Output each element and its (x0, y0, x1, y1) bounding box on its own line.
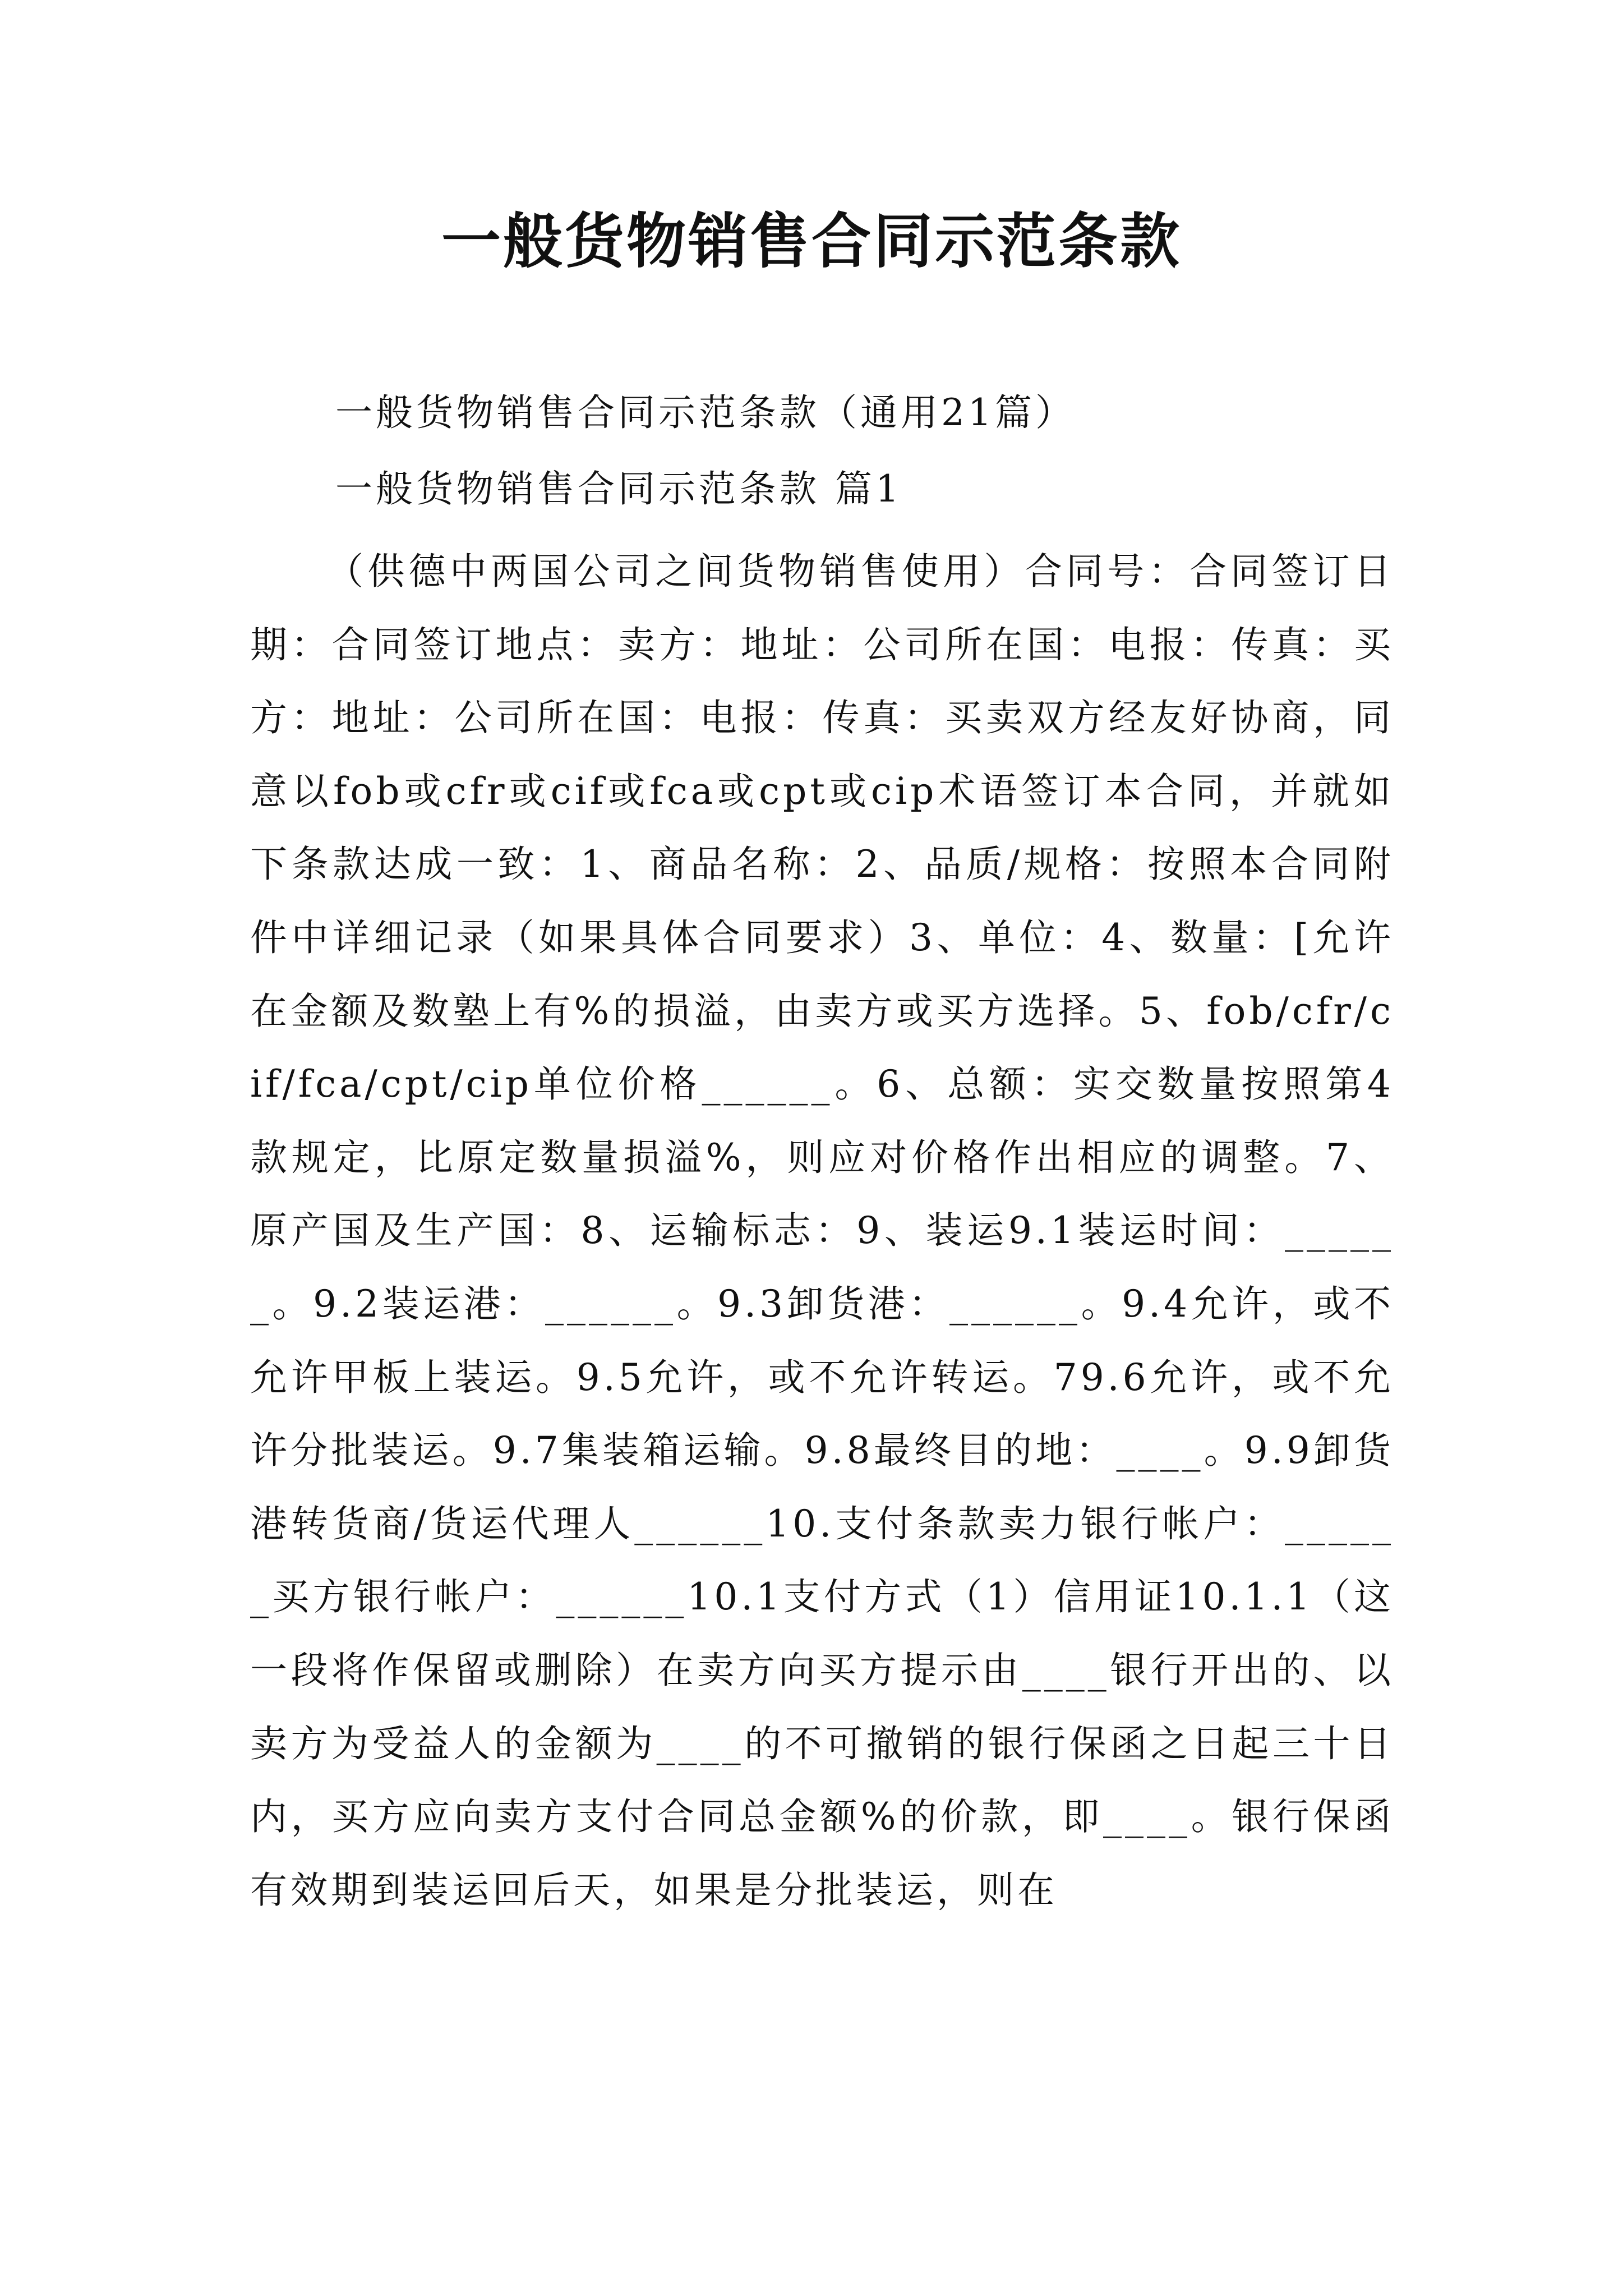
section-heading: 一般货物销售合同示范条款 篇1 (335, 467, 902, 510)
document-subtitle: 一般货物销售合同示范条款（通用21篇） (335, 391, 1076, 434)
body-paragraph: （供德中两国公司之间货物销售使用）合同号：合同签订日期：合同签订地点：卖方：地址：公司所在国：电报：传真：买方：地址：公司所在国：电报：传真：买卖双方经友好协商，同意以fob或cfr或cif或fca或cpt或cip术语签订本合同，并就如下条款达成一致：1、商品名称：2、品质/规格：按照本合同附件中详细记录（如果具体合同要求）3、单位：4、数量：[允许在金额及数塾上有%的损溢，由卖方或买方选择。5、fob/cfr/cif/fca/cpt/cip单位价格______。6、总额：实交数量按照第4款规定，比原定数量损溢%，则应对价格作出相应的调整。7、原产国及生产国：8、运输标志：9、装运9.1装运时间：______。9.2装运港：______。9.3卸货港：______。9.4允许，或不允许甲板上装运。9.5允许，或不允许转运。79.6允许，或不允许分批装运。9.7集装箱运输。9.8最终目的地：____。9.9卸货港转货商/货运代理人______10.支付条款卖力银行帐户：______买方银行帐户：______10.1支付方式（1）信用证10.1.1（这一段将作保留或删除）在卖方向买方提示由____银行开出的、以卖方为受益人的金额为____的不可撤销的银行保函之日起三十日内，买方应向卖方支付合同总金额%的价款，即____。银行保函有效期到装运回后天，如果是分批装运，则在 (250, 550, 1394, 1912)
document-title: 一般货物销售合同示范条款 (441, 206, 1182, 276)
